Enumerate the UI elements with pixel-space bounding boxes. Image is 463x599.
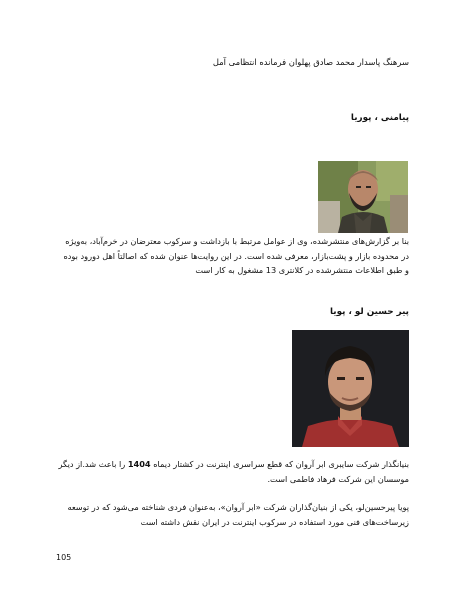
year-number: 1404 (127, 459, 151, 469)
person-name-heading: پیامنی ، پوریا (350, 113, 409, 123)
description-text: بنیانگذار شرکت سایبری ابر آروان که قطع سراسری اینترنت در کشتار دیماه (150, 459, 409, 469)
person-description: بنا بر گزارش‌های منتشرشده، وی از عوامل مرتبط با بازداشت و سرکوب معترضان در خرم‌آباد، به‌ویژه در محدوده بازار و پشت‌بازار، معرفی شده است. در این روایت‌ها عنوان شده که اصالتاً اهل دورود بوده و طبق اطلاعات منتشرشده در کلانتری 13 مشغول به کار است (63, 236, 409, 275)
page-number: 105 (56, 553, 72, 562)
person-name-heading: پیر حسین لو ، پویا (329, 307, 409, 317)
caption-line: سرهنگ پاسدار محمد صادق پهلوان فرمانده انتظامی آمل (212, 57, 409, 67)
person-description (57, 457, 409, 486)
portrait-photo-2 (292, 330, 409, 447)
person-photo (318, 161, 408, 233)
description-text: را باعث شد.از دیگر موسسان این شرکت فرهاد فاطمی است. (58, 459, 409, 484)
person-description: پویا پیرحسین‌لو، یکی از بنیان‌گذاران شرکت «ابر آروان»، به‌عنوان فردی شناخته می‌شود که در توسعه زیرساخت‌های فنی مورد استفاده در سرکوب اینترنت در ایران نقش داشته است (67, 502, 409, 527)
portrait-photo-1 (318, 161, 408, 233)
person-photo (292, 330, 409, 447)
